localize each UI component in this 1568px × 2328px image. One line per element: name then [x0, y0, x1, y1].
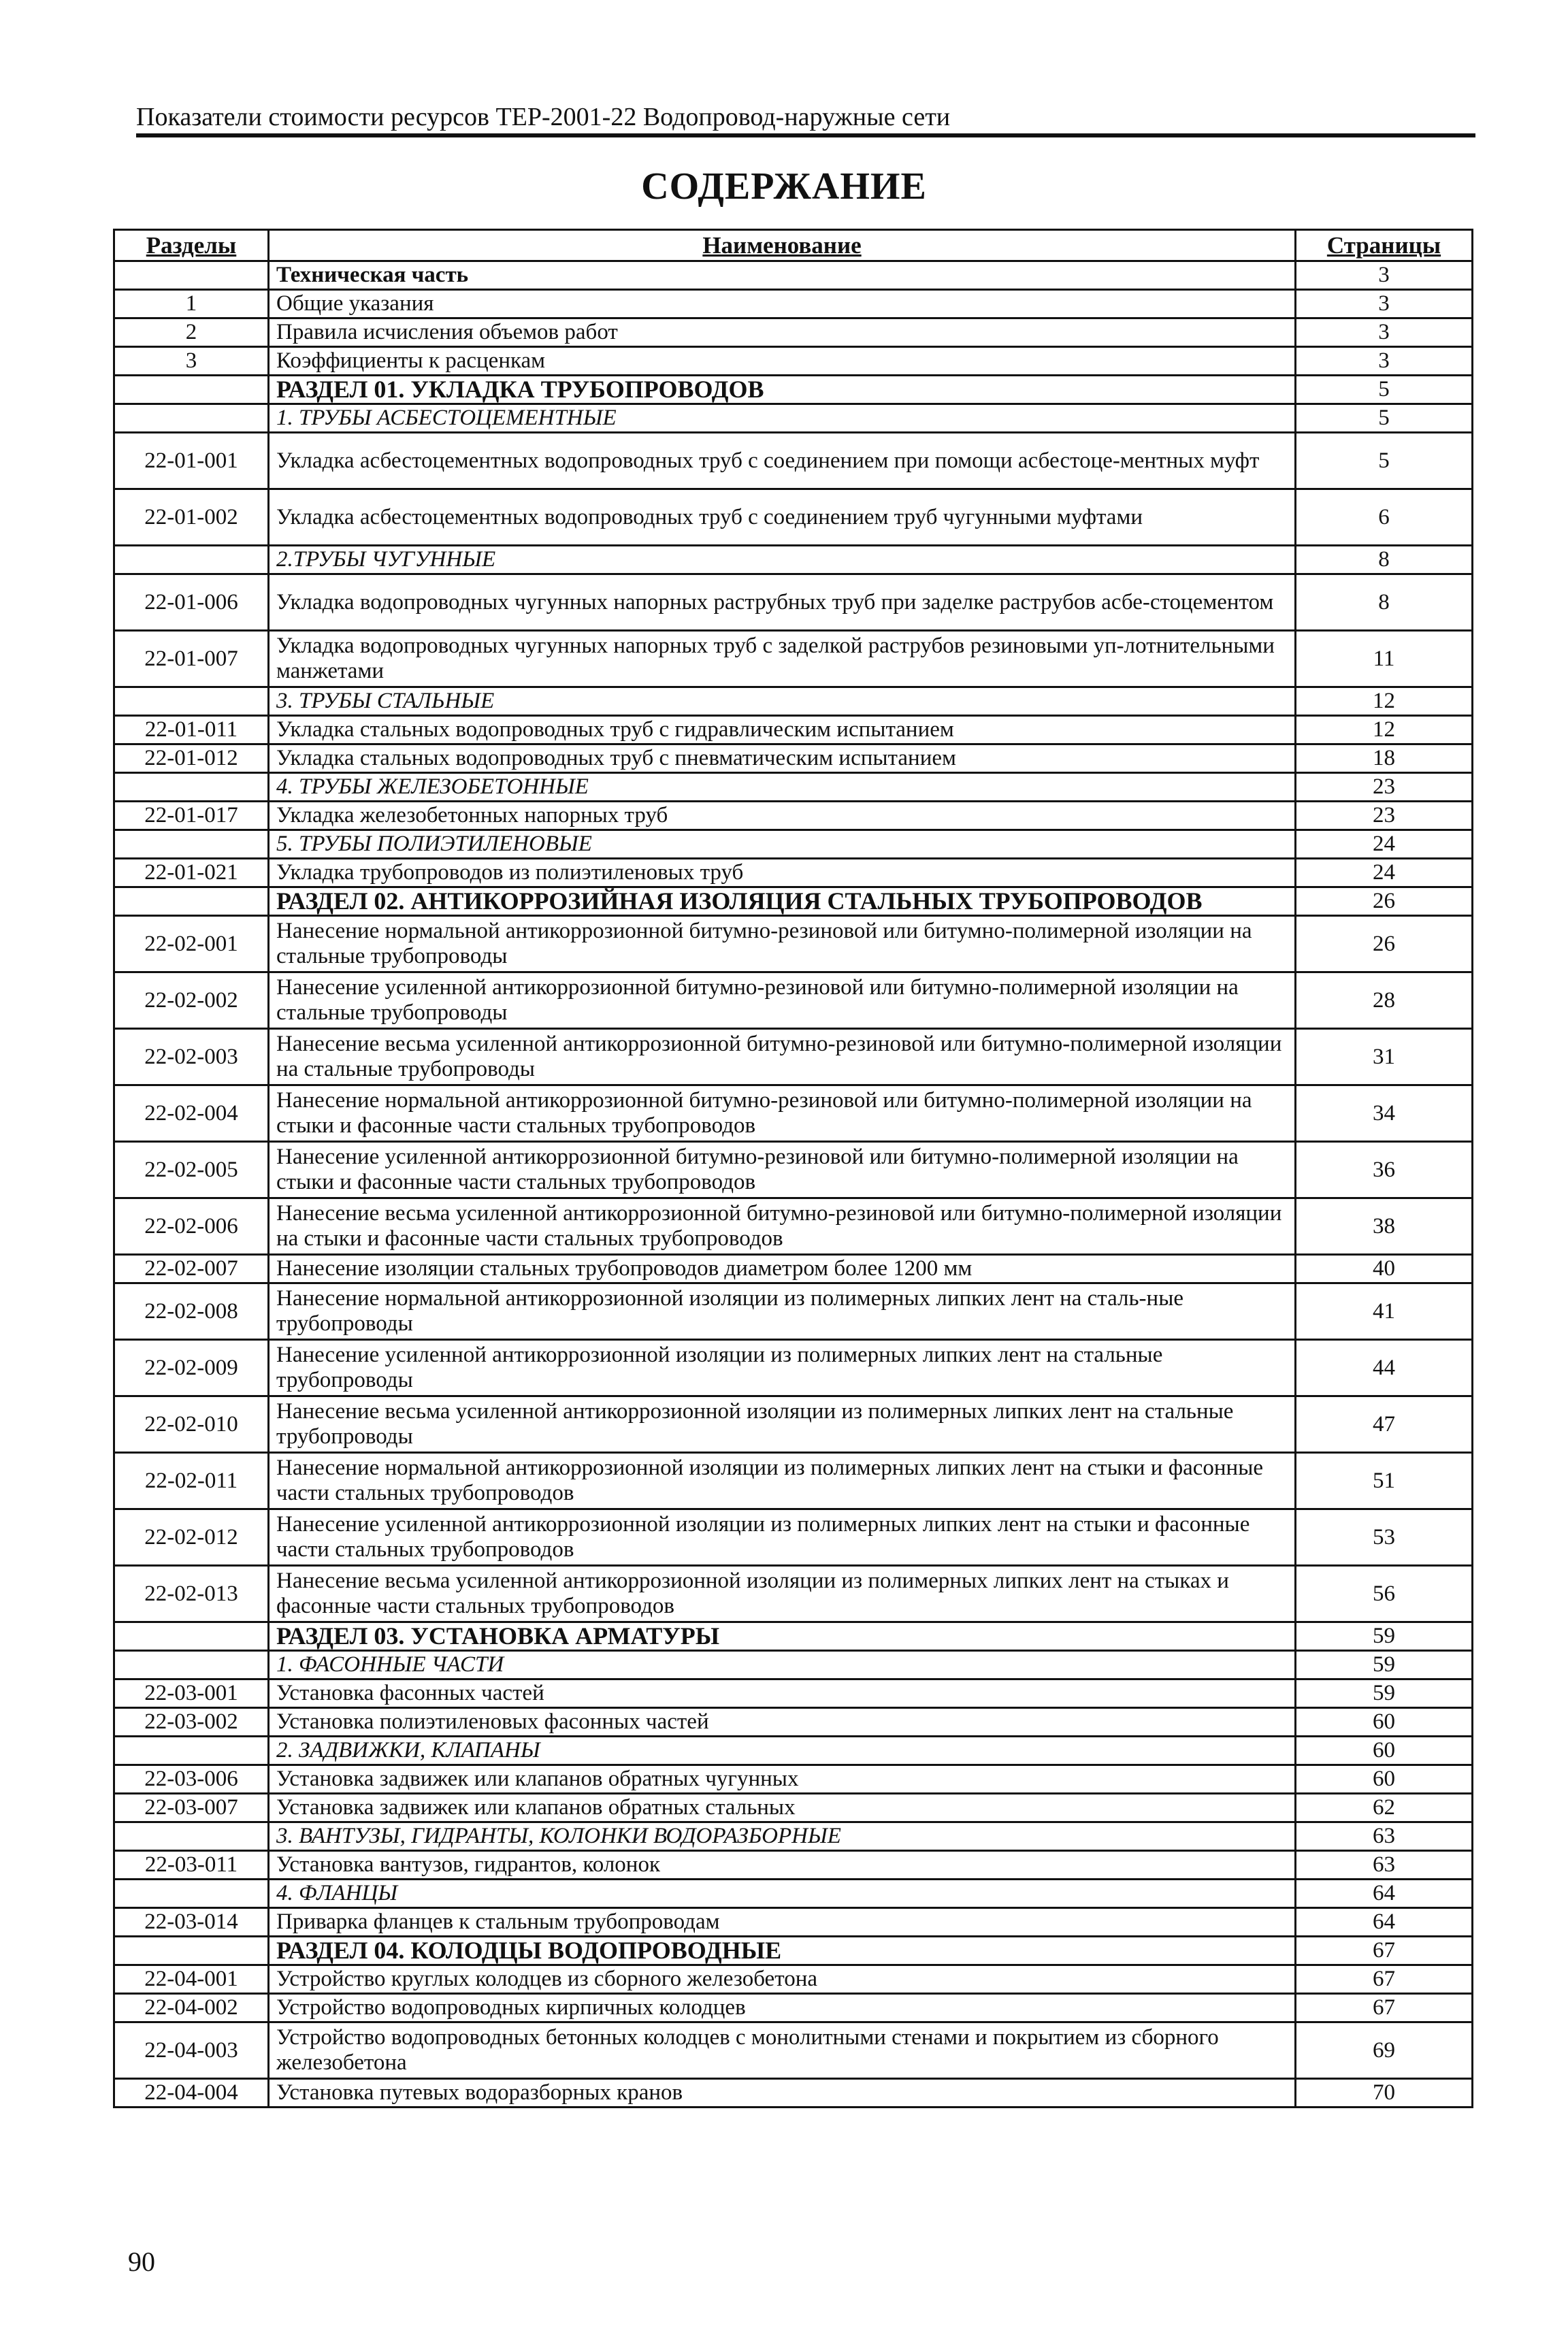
row-name: Нанесение весьма усиленной антикоррозионной битумно-резиновой или битумно-полимерной изоляции на стальные трубопроводы	[269, 1029, 1296, 1085]
row-name: Коэффициенты к расценкам	[269, 347, 1296, 376]
table-row	[114, 916, 1473, 972]
table-row	[114, 1708, 1473, 1737]
table-row	[114, 574, 1473, 631]
row-code: 22-03-007	[114, 1794, 269, 1822]
row-name: РАЗДЕЛ 03. УСТАНОВКА АРМАТУРЫ	[269, 1622, 1296, 1651]
row-page: 23	[1296, 802, 1473, 830]
row-name: Установка задвижек или клапанов обратных стальных	[269, 1794, 1296, 1822]
row-name: Нанесение усиленной антикоррозионной битумно-резиновой или битумно-полимерной изоляции на стыки и фасонные части стальных трубопроводов	[269, 1142, 1296, 1198]
row-page: 3	[1296, 318, 1473, 347]
row-page: 59	[1296, 1622, 1473, 1651]
row-code: 22-01-002	[114, 489, 269, 546]
contents-table-body	[114, 261, 1473, 2108]
row-page: 59	[1296, 1679, 1473, 1708]
row-page: 26	[1296, 887, 1473, 916]
row-code	[114, 830, 269, 859]
row-page: 3	[1296, 347, 1473, 376]
row-code: 22-02-012	[114, 1509, 269, 1566]
row-name: 1. ФАСОННЫЕ ЧАСТИ	[269, 1651, 1296, 1679]
row-code: 22-02-010	[114, 1396, 269, 1453]
row-name: Техническая часть	[269, 261, 1296, 290]
row-page: 44	[1296, 1340, 1473, 1396]
row-code	[114, 773, 269, 802]
row-name: 2. ЗАДВИЖКИ, КЛАПАНЫ	[269, 1737, 1296, 1765]
row-name: 2.ТРУБЫ ЧУГУННЫЕ	[269, 546, 1296, 574]
column-header-name: Наименование	[269, 230, 1296, 261]
row-code	[114, 887, 269, 916]
row-name: Установка путевых водоразборных кранов	[269, 2079, 1296, 2108]
row-name: РАЗДЕЛ 01. УКЛАДКА ТРУБОПРОВОДОВ	[269, 376, 1296, 404]
column-header-sections: Разделы	[114, 230, 269, 261]
row-name: Нанесение весьма усиленной антикоррозионной битумно-резиновой или битумно-полимерной изоляции на стыки и фасонные части стальных трубопроводов	[269, 1198, 1296, 1255]
page-title: СОДЕРЖАНИЕ	[641, 165, 927, 208]
row-code: 3	[114, 347, 269, 376]
row-page: 56	[1296, 1566, 1473, 1622]
row-code	[114, 546, 269, 574]
table-row	[114, 1085, 1473, 1142]
row-code: 22-01-001	[114, 433, 269, 489]
table-row	[114, 744, 1473, 773]
contents-table	[113, 229, 1473, 2108]
table-row	[114, 1283, 1473, 1340]
row-page: 24	[1296, 830, 1473, 859]
row-name: Общие указания	[269, 290, 1296, 318]
table-row	[114, 631, 1473, 687]
table-row	[114, 859, 1473, 887]
row-code	[114, 1622, 269, 1651]
row-page: 28	[1296, 972, 1473, 1029]
row-page: 36	[1296, 1142, 1473, 1198]
row-page: 12	[1296, 687, 1473, 716]
row-page: 41	[1296, 1283, 1473, 1340]
row-name: РАЗДЕЛ 02. АНТИКОРРОЗИЙНАЯ ИЗОЛЯЦИЯ СТАЛЬНЫХ ТРУБОПРОВОДОВ	[269, 887, 1296, 916]
row-code: 22-02-006	[114, 1198, 269, 1255]
row-name: Укладка водопроводных чугунных напорных раструбных труб при заделке раструбов асбе-стоцементом	[269, 574, 1296, 631]
row-page: 60	[1296, 1765, 1473, 1794]
row-code: 2	[114, 318, 269, 347]
row-name: Нанесение усиленной антикоррозионной изоляции из полимерных липких лент на стыки и фасонные части стальных трубопроводов	[269, 1509, 1296, 1566]
column-header-pages: Страницы	[1296, 230, 1473, 261]
row-code: 22-02-003	[114, 1029, 269, 1085]
group-row	[114, 546, 1473, 574]
row-code: 22-02-005	[114, 1142, 269, 1198]
row-page: 59	[1296, 1651, 1473, 1679]
table-row	[114, 802, 1473, 830]
row-name: Укладка асбестоцементных водопроводных труб с соединением при помощи асбестоце-ментных муфт	[269, 433, 1296, 489]
row-name: Устройство водопроводных кирпичных колодцев	[269, 1994, 1296, 2022]
row-page: 40	[1296, 1255, 1473, 1283]
row-code: 22-02-008	[114, 1283, 269, 1340]
table-row	[114, 433, 1473, 489]
row-code: 22-01-006	[114, 574, 269, 631]
row-page: 8	[1296, 574, 1473, 631]
row-page: 12	[1296, 716, 1473, 744]
row-name: Нанесение нормальной антикоррозионной битумно-резиновой или битумно-полимерной изоляции на стыки и фасонные части стальных трубопроводов	[269, 1085, 1296, 1142]
row-code: 22-01-007	[114, 631, 269, 687]
row-name: Укладка стальных водопроводных труб с пневматическим испытанием	[269, 744, 1296, 773]
row-page: 64	[1296, 1908, 1473, 1937]
table-row	[114, 1566, 1473, 1622]
row-page: 60	[1296, 1708, 1473, 1737]
row-code: 22-02-009	[114, 1340, 269, 1396]
row-name: Нанесение изоляции стальных трубопроводов диаметром более 1200 мм	[269, 1255, 1296, 1283]
row-name: 3. ТРУБЫ СТАЛЬНЫЕ	[269, 687, 1296, 716]
row-page: 31	[1296, 1029, 1473, 1085]
row-name: Нанесение нормальной антикоррозионной изоляции из полимерных липких лент на стыки и фасонные части стальных трубопроводов	[269, 1453, 1296, 1509]
row-page: 8	[1296, 546, 1473, 574]
row-code	[114, 1937, 269, 1965]
table-row	[114, 1679, 1473, 1708]
table-row	[114, 347, 1473, 376]
row-name: 3. ВАНТУЗЫ, ГИДРАНТЫ, КОЛОНКИ ВОДОРАЗБОРНЫЕ	[269, 1822, 1296, 1851]
row-code	[114, 1737, 269, 1765]
row-code	[114, 1822, 269, 1851]
row-name: Нанесение нормальной антикоррозионной битумно-резиновой или битумно-полимерной изоляции на стальные трубопроводы	[269, 916, 1296, 972]
table-row	[114, 1453, 1473, 1509]
section-row	[114, 1937, 1473, 1965]
row-code: 22-03-014	[114, 1908, 269, 1937]
row-name: Нанесение усиленной антикоррозионной битумно-резиновой или битумно-полимерной изоляции на стальные трубопроводы	[269, 972, 1296, 1029]
row-page: 23	[1296, 773, 1473, 802]
running-header: Показатели стоимости ресурсов ТЕР-2001-22 Водопровод-наружные сети	[136, 103, 951, 131]
group-row	[114, 1822, 1473, 1851]
row-name: Укладка стальных водопроводных труб с гидравлическим испытанием	[269, 716, 1296, 744]
row-page: 34	[1296, 1085, 1473, 1142]
row-name: Установка фасонных частей	[269, 1679, 1296, 1708]
row-code: 22-02-013	[114, 1566, 269, 1622]
table-row	[114, 1509, 1473, 1566]
row-code: 22-01-011	[114, 716, 269, 744]
row-page: 67	[1296, 1965, 1473, 1994]
group-row	[114, 830, 1473, 859]
row-page: 53	[1296, 1509, 1473, 1566]
group-row	[114, 404, 1473, 433]
row-code: 22-03-006	[114, 1765, 269, 1794]
table-row	[114, 1851, 1473, 1880]
table-header-row	[114, 230, 1473, 261]
row-name: Укладка асбестоцементных водопроводных труб с соединением труб чугунными муфтами	[269, 489, 1296, 546]
row-name: 1. ТРУБЫ АСБЕСТОЦЕМЕНТНЫЕ	[269, 404, 1296, 433]
row-page: 63	[1296, 1822, 1473, 1851]
row-code	[114, 261, 269, 290]
row-name: Устройство круглых колодцев из сборного железобетона	[269, 1965, 1296, 1994]
row-code: 22-03-011	[114, 1851, 269, 1880]
row-page: 67	[1296, 1994, 1473, 2022]
table-row	[114, 1396, 1473, 1453]
row-name: Нанесение весьма усиленной антикоррозионной изоляции из полимерных липких лент на стальные трубопроводы	[269, 1396, 1296, 1453]
row-name: Установка задвижек или клапанов обратных чугунных	[269, 1765, 1296, 1794]
row-page: 5	[1296, 376, 1473, 404]
row-code: 22-04-001	[114, 1965, 269, 1994]
table-row	[114, 1794, 1473, 1822]
group-row	[114, 1880, 1473, 1908]
table-row	[114, 318, 1473, 347]
section-row	[114, 376, 1473, 404]
row-name: Установка вантузов, гидрантов, колонок	[269, 1851, 1296, 1880]
row-page: 60	[1296, 1737, 1473, 1765]
header-rule	[136, 133, 1475, 137]
table-row	[114, 1198, 1473, 1255]
row-code: 22-02-002	[114, 972, 269, 1029]
row-name: РАЗДЕЛ 04. КОЛОДЦЫ ВОДОПРОВОДНЫЕ	[269, 1937, 1296, 1965]
row-code: 22-01-021	[114, 859, 269, 887]
row-page: 69	[1296, 2022, 1473, 2079]
group-row	[114, 1651, 1473, 1679]
row-code	[114, 1651, 269, 1679]
group-row	[114, 1737, 1473, 1765]
row-name: Устройство водопроводных бетонных колодцев с монолитными стенами и покрытием из сборного железобетона	[269, 2022, 1296, 2079]
row-page: 70	[1296, 2079, 1473, 2108]
table-row	[114, 1965, 1473, 1994]
row-page: 67	[1296, 1937, 1473, 1965]
row-page: 38	[1296, 1198, 1473, 1255]
row-code	[114, 1880, 269, 1908]
row-code: 22-03-001	[114, 1679, 269, 1708]
row-page: 47	[1296, 1396, 1473, 1453]
row-page: 26	[1296, 916, 1473, 972]
row-name: Нанесение весьма усиленной антикоррозионной изоляции из полимерных липких лент на стыках и фасонные части стальных трубопроводов	[269, 1566, 1296, 1622]
table-row	[114, 1340, 1473, 1396]
row-name: Установка полиэтиленовых фасонных частей	[269, 1708, 1296, 1737]
row-page: 24	[1296, 859, 1473, 887]
row-code	[114, 404, 269, 433]
page-number: 90	[128, 2246, 155, 2277]
table-row	[114, 261, 1473, 290]
row-code	[114, 376, 269, 404]
row-page: 64	[1296, 1880, 1473, 1908]
row-code: 22-04-002	[114, 1994, 269, 2022]
group-row	[114, 773, 1473, 802]
row-name: Укладка железобетонных напорных труб	[269, 802, 1296, 830]
row-name: 4. ФЛАНЦЫ	[269, 1880, 1296, 1908]
row-code: 22-01-012	[114, 744, 269, 773]
row-code: 22-04-003	[114, 2022, 269, 2079]
row-code: 22-02-001	[114, 916, 269, 972]
row-name: Нанесение нормальной антикоррозионной изоляции из полимерных липких лент на сталь-ные трубопроводы	[269, 1283, 1296, 1340]
row-page: 18	[1296, 744, 1473, 773]
row-name: Приварка фланцев к стальным трубопроводам	[269, 1908, 1296, 1937]
row-page: 5	[1296, 404, 1473, 433]
row-page: 63	[1296, 1851, 1473, 1880]
row-code: 22-02-011	[114, 1453, 269, 1509]
row-page: 3	[1296, 261, 1473, 290]
row-page: 5	[1296, 433, 1473, 489]
table-row	[114, 1765, 1473, 1794]
table-row	[114, 1908, 1473, 1937]
row-name: Укладка водопроводных чугунных напорных труб с заделкой раструбов резиновыми уп-лотнительными манжетами	[269, 631, 1296, 687]
row-page: 51	[1296, 1453, 1473, 1509]
section-row	[114, 1622, 1473, 1651]
group-row	[114, 687, 1473, 716]
table-row	[114, 1142, 1473, 1198]
table-row	[114, 1255, 1473, 1283]
row-code: 22-02-007	[114, 1255, 269, 1283]
section-row	[114, 887, 1473, 916]
row-page: 6	[1296, 489, 1473, 546]
table-row	[114, 489, 1473, 546]
row-page: 11	[1296, 631, 1473, 687]
row-code: 22-04-004	[114, 2079, 269, 2108]
row-code: 1	[114, 290, 269, 318]
table-row	[114, 290, 1473, 318]
row-code: 22-01-017	[114, 802, 269, 830]
row-code	[114, 687, 269, 716]
table-row	[114, 2079, 1473, 2108]
row-name: 5. ТРУБЫ ПОЛИЭТИЛЕНОВЫЕ	[269, 830, 1296, 859]
row-code: 22-03-002	[114, 1708, 269, 1737]
table-row	[114, 2022, 1473, 2079]
row-name: 4. ТРУБЫ ЖЕЛЕЗОБЕТОННЫЕ	[269, 773, 1296, 802]
table-row	[114, 1029, 1473, 1085]
row-page: 62	[1296, 1794, 1473, 1822]
row-name: Правила исчисления объемов работ	[269, 318, 1296, 347]
row-page: 3	[1296, 290, 1473, 318]
row-code: 22-02-004	[114, 1085, 269, 1142]
row-name: Укладка трубопроводов из полиэтиленовых труб	[269, 859, 1296, 887]
table-row	[114, 716, 1473, 744]
row-name: Нанесение усиленной антикоррозионной изоляции из полимерных липких лент на стальные трубопроводы	[269, 1340, 1296, 1396]
table-row	[114, 972, 1473, 1029]
table-row	[114, 1994, 1473, 2022]
